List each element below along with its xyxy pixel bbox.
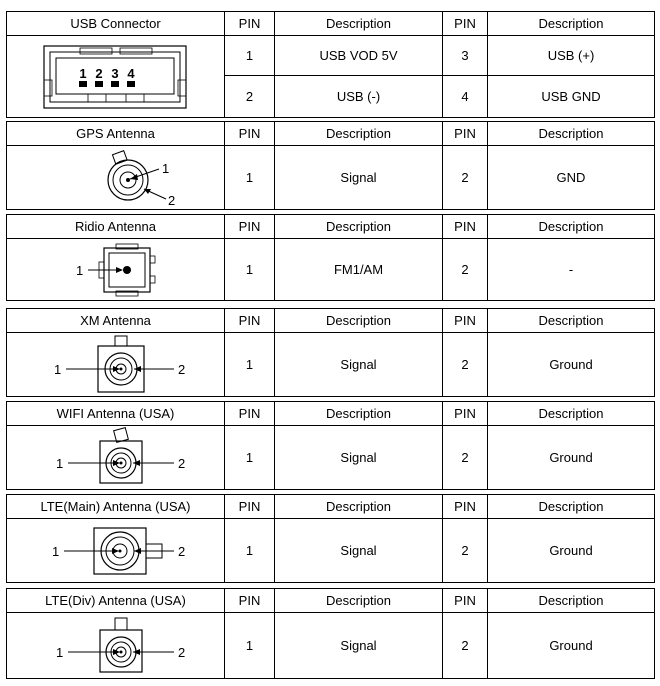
pin-description: Ground	[488, 426, 655, 490]
pin-number: 1	[225, 613, 275, 679]
description-header: Description	[488, 495, 655, 519]
connector-title: XM Antenna	[7, 309, 225, 333]
pin-header: PIN	[225, 309, 275, 333]
gps-diagram-cell	[7, 146, 225, 210]
lte-main-diagram-cell	[7, 519, 225, 583]
pin-header: PIN	[443, 215, 488, 239]
wifi-diagram-cell	[7, 426, 225, 490]
pin-number: 2	[443, 613, 488, 679]
pin-number: 1	[225, 146, 275, 210]
radio-diagram-cell	[7, 239, 225, 301]
pin-number: 2	[443, 426, 488, 490]
pin-description: Signal	[275, 613, 443, 679]
pin-header: PIN	[443, 122, 488, 146]
pin-header: PIN	[443, 495, 488, 519]
description-header: Description	[488, 402, 655, 426]
pin-description: USB (-)	[275, 76, 443, 118]
description-header: Description	[275, 12, 443, 36]
radio-antenna-table	[6, 214, 655, 301]
pin-number: 1	[225, 333, 275, 397]
pin-description: Signal	[275, 426, 443, 490]
lte-main-pin-label: 1	[51, 543, 59, 559]
lte-div-connector-diagram	[16, 614, 216, 678]
lte-div-antenna-table	[6, 588, 655, 679]
lte-div-pin-label: 1	[55, 644, 63, 660]
usb-connector-diagram-cell	[7, 36, 225, 118]
gps-antenna-section	[6, 121, 654, 210]
pin-number: 2	[443, 239, 488, 301]
pin-number: 1	[225, 36, 275, 76]
wifi-antenna-section	[6, 401, 654, 490]
pin-description: USB VOD 5V	[275, 36, 443, 76]
description-header: Description	[488, 309, 655, 333]
usb-pin-label: 2	[94, 65, 103, 81]
xm-connector-diagram	[16, 334, 216, 396]
pin-header: PIN	[225, 589, 275, 613]
pin-description: -	[488, 239, 655, 301]
pin-description: FM1/AM	[275, 239, 443, 301]
pin-header: PIN	[225, 402, 275, 426]
pin-header: PIN	[225, 122, 275, 146]
lte-main-antenna-section	[6, 494, 654, 583]
pin-header: PIN	[225, 12, 275, 36]
gps-pin-label: 1	[161, 160, 169, 176]
usb-connector-section	[6, 11, 654, 118]
gps-connector-diagram	[16, 147, 216, 209]
pin-description: Signal	[275, 333, 443, 397]
xm-pin-label: 2	[177, 361, 185, 377]
pin-number: 1	[225, 239, 275, 301]
description-header: Description	[488, 215, 655, 239]
description-header: Description	[275, 495, 443, 519]
pin-number: 2	[443, 519, 488, 583]
pin-header: PIN	[443, 402, 488, 426]
pin-description: USB (+)	[488, 36, 655, 76]
description-header: Description	[275, 215, 443, 239]
connector-title: LTE(Main) Antenna (USA)	[7, 495, 225, 519]
pin-description: Ground	[488, 519, 655, 583]
pin-description: Ground	[488, 613, 655, 679]
pin-header: PIN	[225, 495, 275, 519]
usb-pin-label: 1	[78, 65, 87, 81]
pin-number: 3	[443, 36, 488, 76]
lte-main-pin-label: 2	[177, 543, 185, 559]
pin-number: 1	[225, 519, 275, 583]
pin-description: Signal	[275, 146, 443, 210]
usb-pin-label: 4	[126, 65, 135, 81]
description-header: Description	[275, 402, 443, 426]
lte-div-diagram-cell	[7, 613, 225, 679]
pin-number: 1	[225, 426, 275, 490]
description-header: Description	[488, 12, 655, 36]
pin-number: 2	[225, 76, 275, 118]
pin-number: 4	[443, 76, 488, 118]
pin-number: 2	[443, 333, 488, 397]
xm-pin-label: 1	[53, 361, 61, 377]
wifi-connector-diagram	[16, 427, 216, 489]
radio-antenna-section	[6, 214, 654, 301]
lte-div-pin-label: 2	[177, 644, 185, 660]
description-header: Description	[275, 309, 443, 333]
wifi-pin-label: 1	[55, 455, 63, 471]
xm-diagram-cell	[7, 333, 225, 397]
xm-antenna-table	[6, 308, 655, 397]
connector-title: LTE(Div) Antenna (USA)	[7, 589, 225, 613]
pin-description: GND	[488, 146, 655, 210]
lte-main-connector-diagram	[16, 520, 216, 582]
pin-description: Ground	[488, 333, 655, 397]
pin-description: USB GND	[488, 76, 655, 118]
pin-header: PIN	[443, 309, 488, 333]
pin-description: Signal	[275, 519, 443, 583]
radio-connector-diagram	[16, 240, 216, 300]
pin-number: 2	[443, 146, 488, 210]
description-header: Description	[488, 589, 655, 613]
gps-pin-label: 2	[167, 192, 175, 208]
usb-pin-label: 3	[110, 65, 119, 81]
description-header: Description	[488, 122, 655, 146]
pin-header: PIN	[443, 589, 488, 613]
radio-pin-label: 1	[75, 262, 83, 278]
connector-title: Ridio Antenna	[7, 215, 225, 239]
gps-antenna-table	[6, 121, 655, 210]
xm-antenna-section	[6, 308, 654, 397]
description-header: Description	[275, 589, 443, 613]
pin-header: PIN	[225, 215, 275, 239]
wifi-antenna-table	[6, 401, 655, 490]
usb-connector-table	[6, 11, 655, 118]
connector-title: WIFI Antenna (USA)	[7, 402, 225, 426]
description-header: Description	[275, 122, 443, 146]
pin-header: PIN	[443, 12, 488, 36]
connector-title: GPS Antenna	[7, 122, 225, 146]
wifi-pin-label: 2	[177, 455, 185, 471]
lte-main-antenna-table	[6, 494, 655, 583]
usb-connector-diagram	[16, 40, 216, 114]
lte-div-antenna-section	[6, 588, 654, 679]
connector-title: USB Connector	[7, 12, 225, 36]
